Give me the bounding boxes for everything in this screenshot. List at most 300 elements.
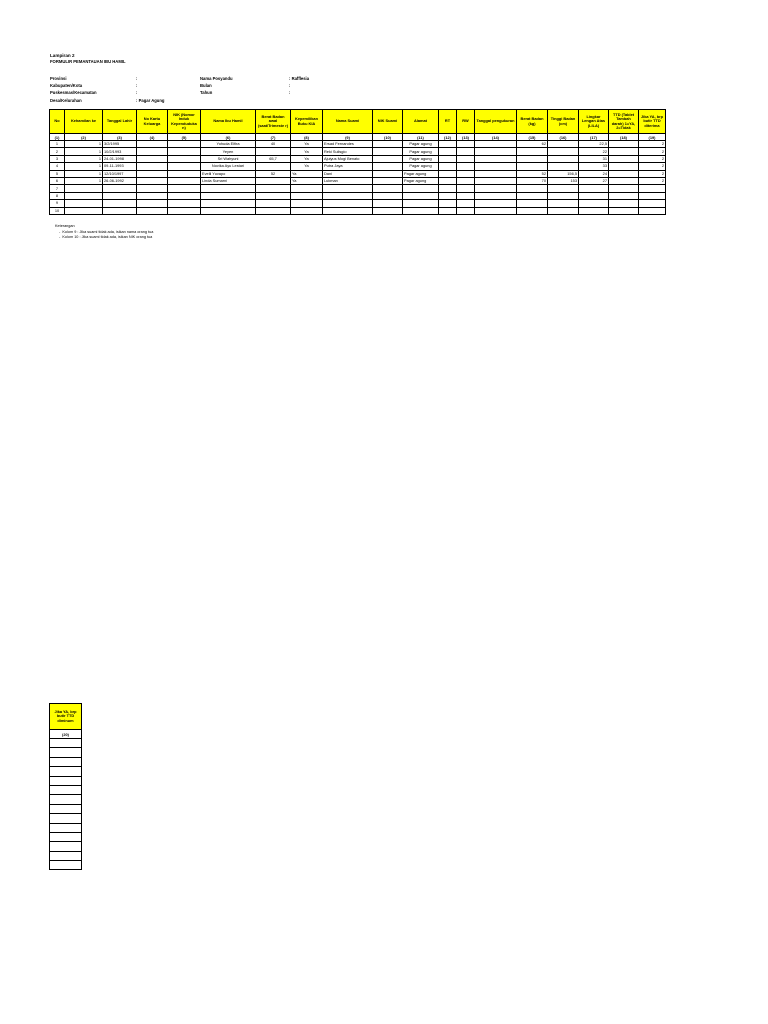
table-cell bbox=[201, 200, 256, 207]
info-value: : bbox=[289, 90, 291, 96]
small-table-row bbox=[50, 785, 82, 794]
note-item: - Kolom 10 : Jika suami tidak ada, isikan NIK orang tua bbox=[59, 235, 153, 239]
table-cell bbox=[548, 141, 579, 148]
column-header: RT bbox=[439, 110, 457, 134]
table-cell bbox=[609, 177, 639, 184]
table-cell: Pagar agung bbox=[403, 170, 439, 177]
table-cell bbox=[609, 148, 639, 155]
table-cell bbox=[137, 185, 168, 192]
table-cell bbox=[137, 141, 168, 148]
table-cell: 70 bbox=[517, 177, 548, 184]
table-cell bbox=[439, 200, 457, 207]
table-cell bbox=[439, 207, 457, 214]
table-cell bbox=[475, 170, 517, 177]
table-cell bbox=[579, 207, 609, 214]
table-cell: 62 bbox=[517, 141, 548, 148]
table-cell: 153 bbox=[548, 177, 579, 184]
table-row bbox=[50, 148, 666, 155]
table-cell: 40 bbox=[256, 141, 291, 148]
table-cell bbox=[137, 155, 168, 162]
column-number: (3) bbox=[103, 134, 137, 141]
table-cell: Ajuiyus Mogi Benato bbox=[323, 155, 373, 162]
small-table-row bbox=[50, 795, 82, 804]
column-header: Berat Badan awal (saat/Trimeste r) bbox=[256, 110, 291, 134]
table-cell bbox=[201, 185, 256, 192]
table-cell bbox=[439, 141, 457, 148]
small-table-row bbox=[50, 739, 82, 748]
table-cell: 24-01-1998 bbox=[103, 155, 137, 162]
table-cell bbox=[609, 141, 639, 148]
column-header: Berat Badan (kg) bbox=[517, 110, 548, 134]
table-cell bbox=[609, 207, 639, 214]
table-cell bbox=[517, 200, 548, 207]
table-cell: 65,7 bbox=[256, 155, 291, 162]
table-cell bbox=[548, 192, 579, 199]
info-row bbox=[50, 97, 200, 104]
table-cell bbox=[457, 155, 475, 162]
column-header: Nama Ibu Hamil bbox=[201, 110, 256, 134]
column-number: (13) bbox=[457, 134, 475, 141]
table-row bbox=[50, 207, 666, 214]
small-table-row bbox=[50, 851, 82, 860]
table-cell bbox=[457, 170, 475, 177]
table-cell: 3 bbox=[50, 155, 65, 162]
column-number: (7) bbox=[256, 134, 291, 141]
column-number: (16) bbox=[548, 134, 579, 141]
table-cell bbox=[475, 185, 517, 192]
table-cell: 5 bbox=[50, 170, 65, 177]
table-cell: Reki Sulisgio bbox=[323, 148, 373, 155]
table-cell bbox=[439, 177, 457, 184]
table-cell: Pagar agung bbox=[403, 163, 439, 170]
table-row bbox=[50, 170, 666, 177]
table-cell bbox=[50, 757, 82, 766]
table-cell bbox=[50, 861, 82, 870]
table-cell bbox=[168, 200, 201, 207]
column-number: (8) bbox=[291, 134, 323, 141]
table-cell bbox=[168, 207, 201, 214]
table-cell: 12/10/1997 bbox=[103, 170, 137, 177]
table-cell: Ya bbox=[291, 148, 323, 155]
table-cell bbox=[168, 148, 201, 155]
table-cell bbox=[50, 739, 82, 748]
table-cell bbox=[475, 200, 517, 207]
small-table-row bbox=[50, 832, 82, 841]
table-cell bbox=[201, 207, 256, 214]
column-number: (17) bbox=[579, 134, 609, 141]
small-table-row bbox=[50, 814, 82, 823]
table-cell bbox=[50, 776, 82, 785]
info-row bbox=[200, 75, 330, 82]
small-table-row bbox=[50, 776, 82, 785]
table-cell: 52 bbox=[517, 170, 548, 177]
table-cell: 4 bbox=[50, 163, 65, 170]
table-cell bbox=[50, 785, 82, 794]
header-row bbox=[50, 110, 666, 134]
table-cell bbox=[609, 163, 639, 170]
table-cell bbox=[50, 823, 82, 832]
table-cell bbox=[168, 177, 201, 184]
table-cell bbox=[291, 185, 323, 192]
info-row bbox=[50, 75, 200, 82]
column-header: Alamat bbox=[403, 110, 439, 134]
table-cell bbox=[439, 163, 457, 170]
table-cell bbox=[548, 207, 579, 214]
table-cell: 2 bbox=[50, 148, 65, 155]
table-cell: Pagar agung bbox=[403, 141, 439, 148]
info-row bbox=[50, 82, 200, 89]
table-cell bbox=[475, 155, 517, 162]
table-cell: Pagar agung bbox=[403, 155, 439, 162]
table-cell bbox=[373, 207, 403, 214]
small-table-row bbox=[50, 842, 82, 851]
table-cell bbox=[137, 192, 168, 199]
table-cell: 10 bbox=[50, 207, 65, 214]
info-label: Nama Posyandu bbox=[200, 76, 233, 81]
table-cell bbox=[609, 185, 639, 192]
table-cell: Ya bbox=[291, 155, 323, 162]
table-cell: Linda Sumarni bbox=[201, 177, 256, 184]
table-cell: 1 bbox=[65, 141, 103, 148]
column-number: (5) bbox=[168, 134, 201, 141]
table-cell: 1 bbox=[65, 177, 103, 184]
column-number-row bbox=[50, 134, 666, 141]
table-cell bbox=[439, 185, 457, 192]
table-cell bbox=[475, 141, 517, 148]
note-item: - Kolom 9 : Jika suami tidak ada, isikan nama orang tua bbox=[59, 229, 154, 234]
table-row bbox=[50, 192, 666, 199]
column-header: Lingkar Lengan Atas (LILA) bbox=[579, 110, 609, 134]
table-cell: 2 bbox=[639, 148, 666, 155]
table-cell: 1 bbox=[65, 155, 103, 162]
table-cell bbox=[137, 170, 168, 177]
table-cell: Ya bbox=[291, 163, 323, 170]
table-cell: Ya bbox=[291, 170, 323, 177]
small-table-number: (20) bbox=[50, 730, 82, 739]
table-cell bbox=[548, 155, 579, 162]
table-cell bbox=[373, 170, 403, 177]
column-header: Tanggal pengukuran bbox=[475, 110, 517, 134]
table-cell: 24 bbox=[579, 170, 609, 177]
small-table-row bbox=[50, 757, 82, 766]
table-cell bbox=[457, 148, 475, 155]
table-cell bbox=[403, 200, 439, 207]
small-table-row bbox=[50, 804, 82, 813]
info-row bbox=[50, 89, 200, 96]
table-cell bbox=[517, 192, 548, 199]
table-cell bbox=[137, 148, 168, 155]
table-cell bbox=[517, 148, 548, 155]
table-cell: 1 bbox=[65, 163, 103, 170]
column-header: No Kartu Keluarga bbox=[137, 110, 168, 134]
table-cell: 2 bbox=[639, 141, 666, 148]
table-cell bbox=[256, 207, 291, 214]
table-cell bbox=[256, 177, 291, 184]
column-header: Tanggal Lahir bbox=[103, 110, 137, 134]
table-cell bbox=[50, 851, 82, 860]
info-label: Kabupaten/Kota bbox=[50, 83, 83, 89]
table-cell bbox=[457, 163, 475, 170]
table-cell bbox=[517, 207, 548, 214]
column-number: (1) bbox=[50, 134, 65, 141]
table-cell: 33 bbox=[579, 163, 609, 170]
table-row bbox=[50, 177, 666, 184]
table-row bbox=[50, 200, 666, 207]
table-cell bbox=[373, 185, 403, 192]
table-cell bbox=[439, 148, 457, 155]
table-cell: 22,5 bbox=[579, 141, 609, 148]
table-cell bbox=[639, 185, 666, 192]
table-cell: 1 bbox=[50, 141, 65, 148]
table-cell bbox=[50, 832, 82, 841]
table-cell: 3/2/1995 bbox=[103, 141, 137, 148]
table-cell bbox=[323, 200, 373, 207]
table-cell bbox=[323, 192, 373, 199]
table-cell bbox=[579, 200, 609, 207]
table-cell: Lukman bbox=[323, 177, 373, 184]
doc-title: Lampiran 2 bbox=[50, 53, 75, 58]
table-cell bbox=[103, 185, 137, 192]
column-number: (2) bbox=[65, 134, 103, 141]
table-cell bbox=[103, 200, 137, 207]
table-cell: 8 bbox=[50, 192, 65, 199]
table-cell: 10/2/1993 bbox=[103, 148, 137, 155]
table-cell: 2 bbox=[639, 163, 666, 170]
table-cell bbox=[291, 200, 323, 207]
table-cell: Novika Ayu Lestari bbox=[201, 163, 256, 170]
table-cell bbox=[475, 207, 517, 214]
table-cell bbox=[517, 185, 548, 192]
column-header: RW bbox=[457, 110, 475, 134]
column-number: (12) bbox=[439, 134, 457, 141]
info-label: Tahun bbox=[200, 90, 213, 96]
info-value: : bbox=[136, 76, 138, 81]
table-cell bbox=[137, 207, 168, 214]
table-cell: 2 bbox=[639, 155, 666, 162]
column-header: NIK (Nomor Induk Kependuduka n) bbox=[168, 110, 201, 134]
table-cell bbox=[609, 192, 639, 199]
small-table-row bbox=[50, 767, 82, 776]
table-cell bbox=[137, 177, 168, 184]
column-header: NIK Suami bbox=[373, 110, 403, 134]
column-number: (10) bbox=[373, 134, 403, 141]
table-cell bbox=[256, 148, 291, 155]
table-cell bbox=[137, 163, 168, 170]
table-cell bbox=[579, 192, 609, 199]
column-header: Kepemilikan Buku KIA bbox=[291, 110, 323, 134]
info-row bbox=[200, 82, 330, 89]
table-cell bbox=[639, 192, 666, 199]
column-number: (9) bbox=[323, 134, 373, 141]
table-cell bbox=[103, 192, 137, 199]
table-cell bbox=[548, 148, 579, 155]
column-header: Kehamilan ke bbox=[65, 110, 103, 134]
table-cell bbox=[517, 155, 548, 162]
table-cell: 2 bbox=[639, 177, 666, 184]
column-header: Tinggi Badan (cm) bbox=[548, 110, 579, 134]
table-cell bbox=[403, 192, 439, 199]
column-number: (6) bbox=[201, 134, 256, 141]
table-cell bbox=[439, 155, 457, 162]
table-cell bbox=[373, 141, 403, 148]
table-cell bbox=[517, 163, 548, 170]
info-right bbox=[200, 75, 330, 97]
info-label: Desa/Kelurahan bbox=[50, 97, 82, 103]
table-cell: 6 bbox=[50, 177, 65, 184]
table-cell bbox=[256, 163, 291, 170]
table-cell: 22 bbox=[579, 148, 609, 155]
info-label: Bulan bbox=[200, 83, 212, 89]
table-cell: Ya bbox=[291, 141, 323, 148]
table-cell bbox=[65, 200, 103, 207]
table-cell bbox=[475, 192, 517, 199]
table-cell: Yeyen bbox=[201, 148, 256, 155]
table-cell bbox=[403, 207, 439, 214]
table-cell bbox=[291, 207, 323, 214]
table-cell bbox=[475, 148, 517, 155]
small-table-row bbox=[50, 823, 82, 832]
table-cell: Yohuda Elfira bbox=[201, 141, 256, 148]
small-table-row bbox=[50, 861, 82, 870]
table-cell bbox=[50, 842, 82, 851]
column-number: (11) bbox=[403, 134, 439, 141]
table-cell: Sri Wahyuni bbox=[201, 155, 256, 162]
column-number: (4) bbox=[137, 134, 168, 141]
table-cell bbox=[475, 177, 517, 184]
info-left bbox=[50, 75, 200, 104]
table-cell bbox=[457, 200, 475, 207]
table-cell bbox=[50, 804, 82, 813]
table-cell bbox=[475, 163, 517, 170]
info-value: : bbox=[289, 83, 291, 89]
table-cell bbox=[373, 200, 403, 207]
table-cell: 09-11-1993 bbox=[103, 163, 137, 170]
table-cell bbox=[256, 200, 291, 207]
table-cell: 1 bbox=[65, 170, 103, 177]
column-number: (14) bbox=[475, 134, 517, 141]
column-number: (19) bbox=[639, 134, 666, 141]
table-cell bbox=[439, 170, 457, 177]
table-cell bbox=[457, 141, 475, 148]
table-cell bbox=[256, 185, 291, 192]
table-cell: Putra Jaya bbox=[323, 163, 373, 170]
table-cell bbox=[50, 748, 82, 757]
table-cell bbox=[50, 814, 82, 823]
table-cell bbox=[323, 185, 373, 192]
table-cell: 31 bbox=[579, 155, 609, 162]
info-value: : bbox=[136, 83, 138, 89]
small-table-header: Jika YA, brp butir TTD diminum bbox=[50, 704, 82, 730]
table-cell bbox=[548, 185, 579, 192]
small-table-row bbox=[50, 748, 82, 757]
table-cell bbox=[457, 192, 475, 199]
table-cell bbox=[256, 192, 291, 199]
table-cell: Evelli Yuvapo bbox=[201, 170, 256, 177]
table-cell bbox=[65, 207, 103, 214]
table-cell bbox=[201, 192, 256, 199]
table-cell: Pagar agung bbox=[403, 177, 439, 184]
table-cell bbox=[168, 163, 201, 170]
ttd-consumed-table bbox=[49, 703, 82, 870]
info-row bbox=[200, 89, 330, 96]
table-cell bbox=[609, 170, 639, 177]
notes-heading: Keterangan bbox=[55, 224, 75, 228]
table-cell bbox=[548, 200, 579, 207]
table-cell bbox=[103, 207, 137, 214]
table-cell: 7 bbox=[50, 185, 65, 192]
column-header: TTD (Tablet Tambah darah) 1=YA, 2=Tidak bbox=[609, 110, 639, 134]
table-cell bbox=[639, 200, 666, 207]
column-number: (18) bbox=[609, 134, 639, 141]
table-row bbox=[50, 163, 666, 170]
table-cell bbox=[137, 200, 168, 207]
table-cell bbox=[168, 185, 201, 192]
table-cell bbox=[439, 192, 457, 199]
table-cell bbox=[168, 141, 201, 148]
table-cell bbox=[50, 767, 82, 776]
info-value: : bbox=[136, 90, 138, 96]
table-cell bbox=[403, 185, 439, 192]
table-cell bbox=[579, 185, 609, 192]
table-cell bbox=[168, 170, 201, 177]
table-cell: 26-06-1992 bbox=[103, 177, 137, 184]
info-label: Provinsi bbox=[50, 76, 67, 81]
table-cell: 2 bbox=[639, 170, 666, 177]
column-header: Jika YA, brp butir TTD diterima bbox=[639, 110, 666, 134]
table-cell bbox=[457, 207, 475, 214]
table-row bbox=[50, 185, 666, 192]
table-cell bbox=[65, 185, 103, 192]
table-cell bbox=[373, 148, 403, 155]
table-cell: 9 bbox=[50, 200, 65, 207]
column-header: Nama Suami bbox=[323, 110, 373, 134]
table-cell bbox=[609, 155, 639, 162]
info-value: : Pagar Agung bbox=[136, 97, 165, 103]
table-cell bbox=[609, 200, 639, 207]
table-cell bbox=[639, 207, 666, 214]
table-cell bbox=[548, 163, 579, 170]
table-row bbox=[50, 141, 666, 148]
table-cell: 156,5 bbox=[548, 170, 579, 177]
table-cell bbox=[373, 177, 403, 184]
table-cell: Ya bbox=[291, 177, 323, 184]
table-cell bbox=[168, 155, 201, 162]
doc-subtitle: FORMULIR PEMANTAUAN IBU HAMIL bbox=[50, 59, 126, 64]
table-cell bbox=[50, 795, 82, 804]
table-cell bbox=[373, 192, 403, 199]
info-label: Puskesmas/Kecamatan bbox=[50, 90, 97, 96]
notes bbox=[55, 224, 153, 241]
table-cell: 52 bbox=[256, 170, 291, 177]
table-cell bbox=[323, 207, 373, 214]
table-cell bbox=[457, 185, 475, 192]
table-cell bbox=[168, 192, 201, 199]
table-cell bbox=[373, 155, 403, 162]
column-header: No bbox=[50, 110, 65, 134]
info-value: : Rafflesia bbox=[289, 76, 310, 81]
table-cell bbox=[457, 177, 475, 184]
table-row bbox=[50, 155, 666, 162]
table-cell: 27 bbox=[579, 177, 609, 184]
table-cell bbox=[373, 163, 403, 170]
table-cell: Pagar agung bbox=[403, 148, 439, 155]
table-cell bbox=[291, 192, 323, 199]
table-cell bbox=[65, 192, 103, 199]
column-number: (15) bbox=[517, 134, 548, 141]
monitoring-table bbox=[49, 109, 666, 215]
table-cell: 1 bbox=[65, 148, 103, 155]
table-cell: Dani bbox=[323, 170, 373, 177]
